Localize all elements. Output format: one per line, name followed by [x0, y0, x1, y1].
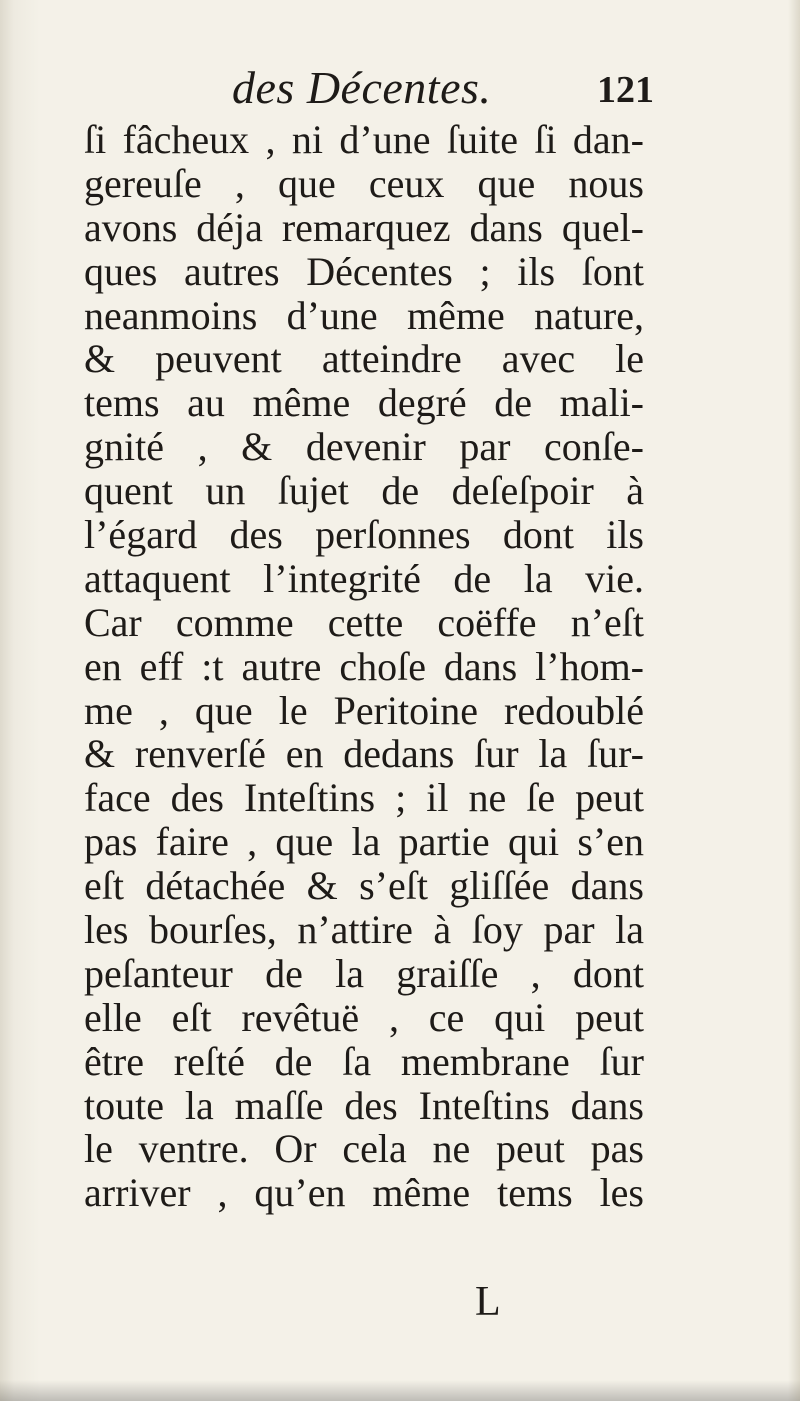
text-line: elle eſt revêtuë , ce qui peut	[84, 994, 644, 1040]
text-line: l’égard des perſonnes dont ils	[84, 512, 644, 558]
page-number: 121	[597, 69, 654, 111]
text-line: peſanteur de la graiſſe , dont	[84, 950, 644, 996]
text-line: me , que le Peritoine redoublé	[84, 687, 644, 733]
text-line: en eff :t autre choſe dans l’hom-	[84, 643, 644, 689]
text-line: pas faire , que la partie qui s’en	[84, 819, 644, 865]
text-line: attaquent l’integrité de la vie.	[84, 555, 644, 601]
text-line: arriver , qu’en même tems les	[84, 1170, 644, 1216]
text-line: ques autres Décentes ; ils ſont	[84, 248, 644, 294]
text-line: toute la maſſe des Inteſtins dans	[84, 1082, 644, 1128]
text-line: le ventre. Or cela ne peut pas	[84, 1126, 644, 1172]
text-line: & renverſé en dedans ſur la ſur-	[84, 731, 644, 777]
text-line: gnité , & devenir par conſe-	[84, 424, 644, 470]
signature-mark: L	[475, 1279, 501, 1325]
text-line: quent un ſujet de deſeſpoir à	[84, 468, 644, 514]
page-edge-shadow	[788, 0, 800, 1401]
text-line: neanmoins d’une même nature,	[84, 292, 644, 338]
text-line: face des Inteſtins ; il ne ſe peut	[84, 775, 644, 821]
text-line: les bourſes, n’attire à ſoy par la	[84, 907, 644, 953]
text-line: être reſté de ſa membrane ſur	[84, 1038, 644, 1084]
text-line: tems au même degré de mali-	[84, 380, 644, 426]
running-title: des Décentes.	[232, 62, 492, 113]
text-line: eſt détachée & s’eſt gliſſée dans	[84, 863, 644, 909]
text-line: Car comme cette coëffe n’eſt	[84, 599, 644, 645]
text-line: gereuſe , que ceux que nous	[84, 160, 644, 206]
text-line: avons déja remarquez dans quel-	[84, 204, 644, 250]
text-line: ſi fâcheux , ni d’une ſuite ſi dan-	[84, 117, 644, 162]
body-text	[84, 118, 644, 1215]
text-line: & peuvent atteindre avec le	[84, 336, 644, 382]
page-header	[84, 58, 654, 118]
